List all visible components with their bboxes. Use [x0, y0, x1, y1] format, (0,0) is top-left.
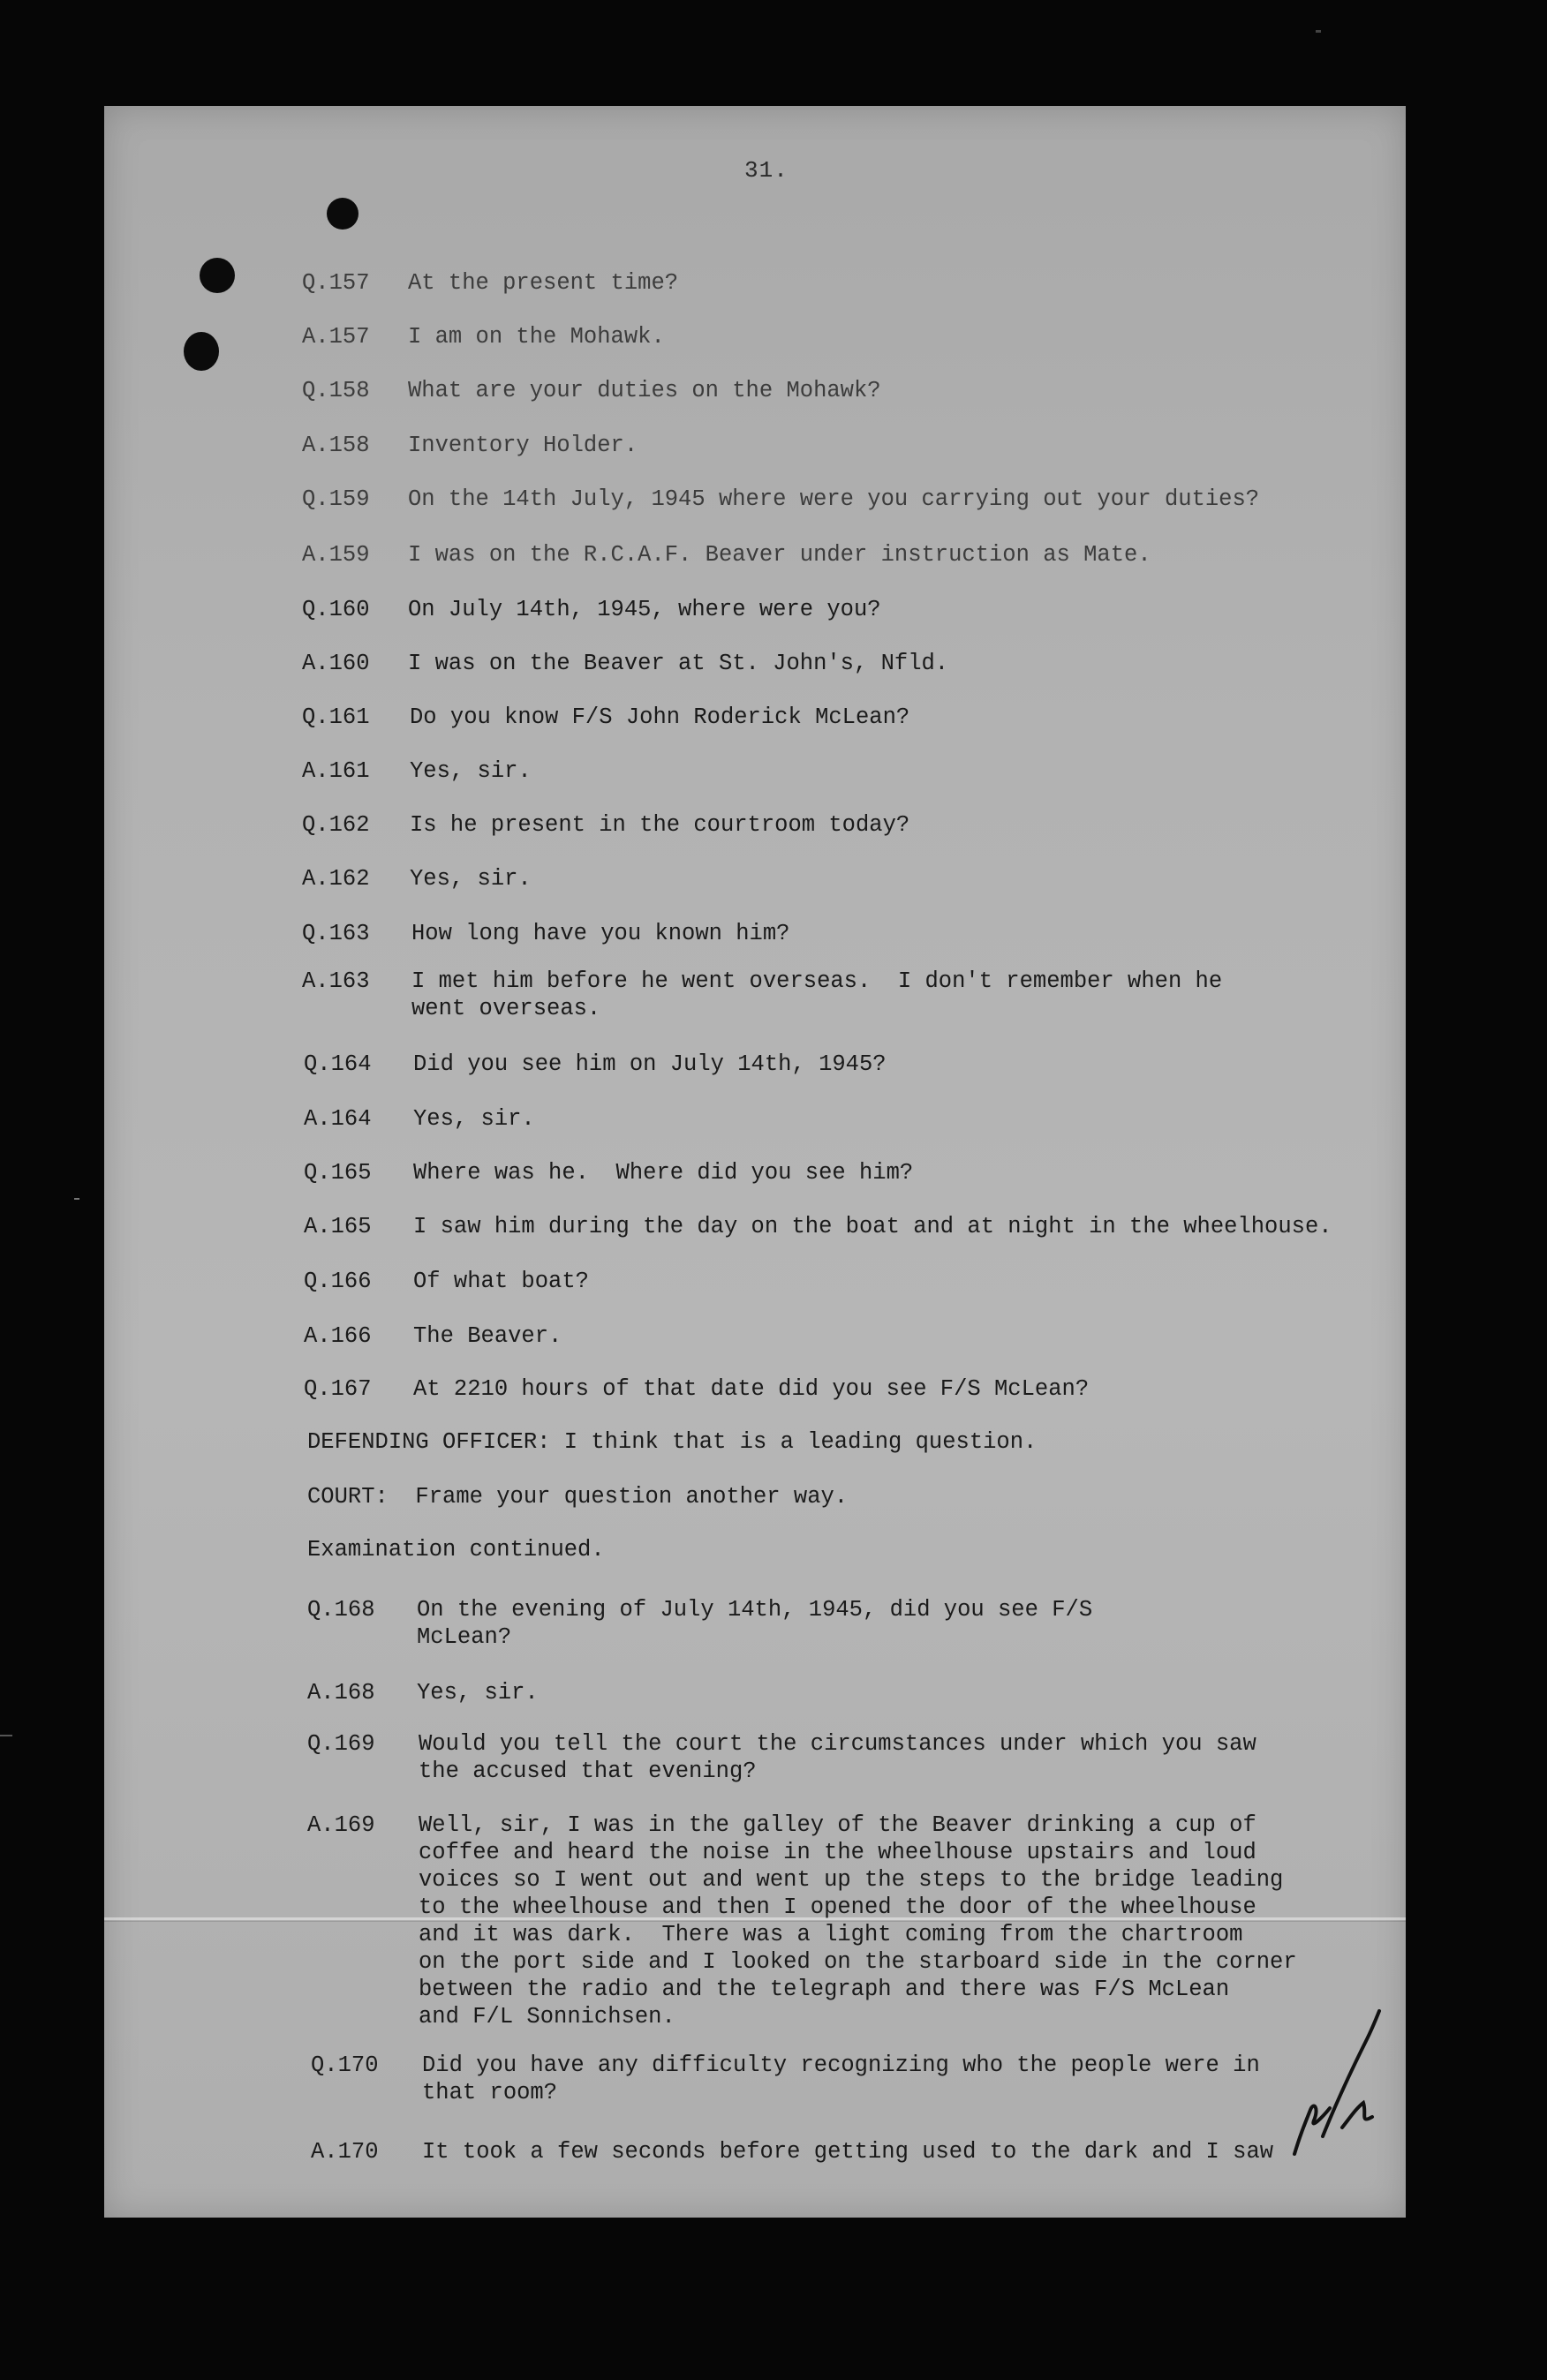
entry-label: A.157 [302, 324, 370, 350]
entry-text: How long have you known him? [411, 921, 790, 946]
entry-text: Did you see him on July 14th, 1945? [413, 1051, 887, 1077]
entry-label: A.164 [304, 1106, 372, 1132]
entry-text: Yes, sir. [413, 1106, 535, 1132]
entry-label: Q.168 [307, 1597, 375, 1623]
entry-text: Yes, sir. [410, 758, 532, 784]
entry-text: Did you have any difficulty recognizing who the people were in that room? [422, 2052, 1260, 2105]
entry-label: Q.159 [302, 486, 370, 512]
entry-label: Q.166 [304, 1269, 372, 1294]
entry-label: A.159 [302, 542, 370, 568]
entry-label: A.165 [304, 1214, 372, 1239]
defending-officer-remark: DEFENDING OFFICER: I think that is a leading question. [307, 1429, 1038, 1455]
entry-text: I was on the Beaver at St. John's, Nfld. [408, 651, 949, 676]
entry-label: Q.170 [311, 2052, 379, 2078]
entry-text: I was on the R.C.A.F. Beaver under instruction as Mate. [408, 542, 1151, 568]
entry-text: Yes, sir. [417, 1680, 539, 1706]
entry-label: Q.164 [304, 1051, 372, 1077]
entry-label: A.168 [307, 1680, 375, 1706]
entry-label: A.166 [304, 1323, 372, 1349]
entry-text: Yes, sir. [410, 866, 532, 892]
entry-text: Well, sir, I was in the galley of the Beaver drinking a cup of coffee and heard the noise in the wheelhouse upstairs and loud voices so I went out and went up the steps to the bridge leading to the wheelhouse and then I opened the door of the wheelhouse and it was dark. There was a light coming from the chartroom on the port side and I looked on the starboard side in the corner between the radio and the telegraph and there was F/S McLean and F/L Sonnichsen. [419, 1812, 1297, 2030]
entry-text: On the evening of July 14th, 1945, did you see F/S McLean? [417, 1597, 1093, 1650]
entry-text: Where was he. Where did you see him? [413, 1160, 914, 1186]
margin-tick [0, 1735, 12, 1736]
punch-hole-icon [327, 198, 358, 230]
handwritten-initials-icon [1287, 2004, 1393, 2172]
entry-text: On July 14th, 1945, where were you? [408, 597, 881, 622]
margin-tick [74, 1198, 79, 1200]
entry-label: Q.163 [302, 921, 370, 946]
entry-text: I am on the Mohawk. [408, 324, 665, 350]
court-remark: COURT: Frame your question another way. [307, 1484, 849, 1510]
document-page [104, 106, 1406, 2218]
entry-text: Do you know F/S John Roderick McLean? [410, 704, 910, 730]
entry-label: Q.162 [302, 812, 370, 838]
margin-tick [1316, 30, 1321, 33]
entry-label: Q.157 [302, 270, 370, 296]
punch-hole-icon [200, 258, 235, 293]
examination-note: Examination continued. [307, 1537, 605, 1563]
entry-label: Q.161 [302, 704, 370, 730]
entry-text: Would you tell the court the circumstances under which you saw the accused that evening? [419, 1731, 1256, 1784]
entry-label: A.162 [302, 866, 370, 892]
entry-text: At 2210 hours of that date did you see F/S McLean? [413, 1376, 1090, 1402]
entry-label: Q.158 [302, 378, 370, 403]
entry-label: A.163 [302, 968, 370, 994]
entry-label: Q.160 [302, 597, 370, 622]
entry-label: A.161 [302, 758, 370, 784]
entry-label: A.160 [302, 651, 370, 676]
entry-text: I saw him during the day on the boat and at night in the wheelhouse. [413, 1214, 1332, 1239]
entry-label: A.169 [307, 1812, 375, 1838]
entry-label: Q.169 [307, 1731, 375, 1757]
entry-text: What are your duties on the Mohawk? [408, 378, 881, 403]
entry-label: Q.167 [304, 1376, 372, 1402]
entry-label: Q.165 [304, 1160, 372, 1186]
entry-text: At the present time? [408, 270, 679, 296]
entry-text: The Beaver. [413, 1323, 562, 1349]
entry-text: Inventory Holder. [408, 433, 638, 458]
punch-hole-icon [184, 332, 219, 371]
entry-text: On the 14th July, 1945 where were you carrying out your duties? [408, 486, 1260, 512]
entry-label: A.170 [311, 2139, 379, 2165]
entry-text: Is he present in the courtroom today? [410, 812, 910, 838]
entry-text: I met him before he went overseas. I don't remember when he went overseas. [411, 968, 1223, 1021]
entry-text: It took a few seconds before getting used to the dark and I saw [422, 2139, 1274, 2165]
page-number: 31. [744, 157, 789, 184]
entry-label: A.158 [302, 433, 370, 458]
entry-text: Of what boat? [413, 1269, 589, 1294]
